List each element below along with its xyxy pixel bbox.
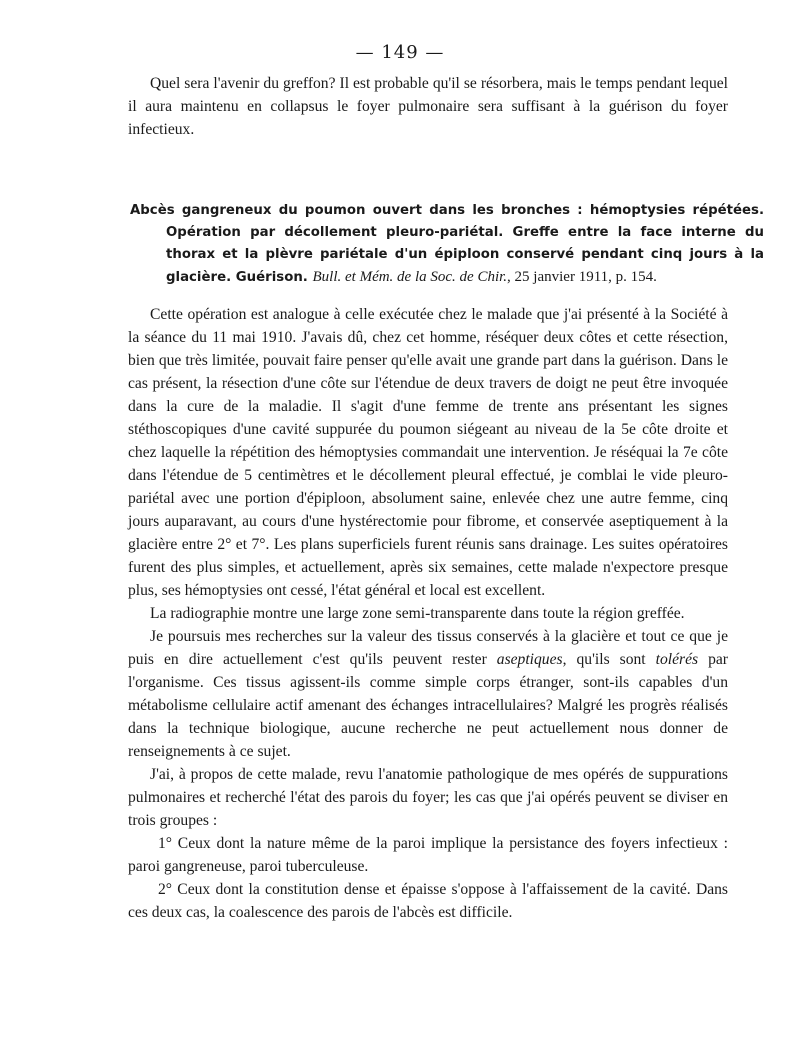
paragraph-radiography: La radiographie montre une large zone semi-transparente dans toute la région greffée. <box>150 605 685 622</box>
intro-text-block <box>128 72 728 141</box>
paragraph-research <box>128 625 728 763</box>
research-text-a: Je poursuis mes recherches sur la valeur des tissus conservés à la glacière et tout ce que je puis en dire actuellement c'est qu'ils peuvent rester <box>128 628 728 668</box>
case-heading-reference <box>313 269 657 285</box>
research-emphasis-aseptiques: aseptiques <box>496 651 563 668</box>
paragraph-groups-intro: J'ai, à propos de cette malade, revu l'anatomie pathologique de mes opérés de suppurations pulmonaires et recherché l'état des parois du foyer; les cas que j'ai opérés peuvent se diviser en trois groupes : <box>128 766 728 829</box>
reference-details: , 25 janvier 1911, p. 154. <box>507 269 657 285</box>
case-heading <box>130 200 764 289</box>
research-text-b: , qu'ils sont <box>562 651 656 668</box>
research-emphasis-toleres: tolérés <box>655 651 699 668</box>
intro-paragraph: Quel sera l'avenir du greffon? Il est probable qu'il se résorbera, mais le temps pendant lequel il aura maintenu en collapsus le foyer pulmonaire sera suffisant à la guérison du foyer infectieux. <box>128 75 728 138</box>
list-item-group-1: 1° Ceux dont la nature même de la paroi implique la persistance des foyers infectieux : paroi gangreneuse, paroi tuberculeuse. <box>128 835 728 875</box>
case-heading-title: Abcès gangreneux du poumon ouvert dans les bronches : hémoptysies répétées. Opération par décollement pleuro-pariétal. Greffe entre la face interne du thorax et la plèvre pariétale d'un épiploon conservé pendant cinq jours à la glacière. Guérison. <box>130 203 764 285</box>
paragraph-operation: Cette opération est analogue à celle exécutée chez le malade que j'ai présenté à la Société à la séance du 11 mai 1910. J'avais dû, chez cet homme, réséquer deux côtes et cette résection, bien que très limitée, pouvait faire penser qu'elle avait une grande part dans la guérison. Dans le cas présent, la résection d'une côte sur l'étendue de deux travers de doigt ne peut être invoquée dans la cure de la maladie. Il s'agit d'une femme de trente ans présentant les signes stéthoscopiques d'une cavité suppurée du poumon siégeant au niveau de la 5e côte droite et chez laquelle la répétition des hémoptysies commandait une intervention. Je réséquai la 7e côte dans l'étendue de 5 centimètres et le décollement pleural effectué, je comblai le vide pleuro-pariétal avec une portion d'épiploon, absolument saine, enlevée chez une autre femme, cinq jours auparavant, au cours d'une hystérectomie pour fibrome, et conservée aseptiquement à la glacière entre 2° et 7°. Les plans superficiels furent réunis sans drainage. Les suites opératoires furent des plus simples, et actuellement, après six semaines, cette malade n'expectore presque plus, ses hémoptysies ont cessé, l'état général et local est excellent. <box>128 306 728 599</box>
page-number: — 149 — <box>355 42 445 63</box>
research-text-c: par l'organisme. Ces tissus agissent-ils comme simple corps étranger, sont-ils capables d'un métabolisme cellulaire actif amenant des échanges intracellulaires? Malgré les progrès réalisés dans la technique biologique, aucune recherche ne peut actuellement nous donner de renseignements à ce sujet. <box>128 651 729 760</box>
main-text-block <box>128 303 728 924</box>
list-item-group-2: 2° Ceux dont la constitution dense et épaisse s'oppose à l'affaissement de la cavité. Dans ces deux cas, la coalescence des parois de l'abcès est difficile. <box>128 881 728 921</box>
reference-journal: Bull. et Mém. de la Soc. de Chir. <box>312 269 508 285</box>
